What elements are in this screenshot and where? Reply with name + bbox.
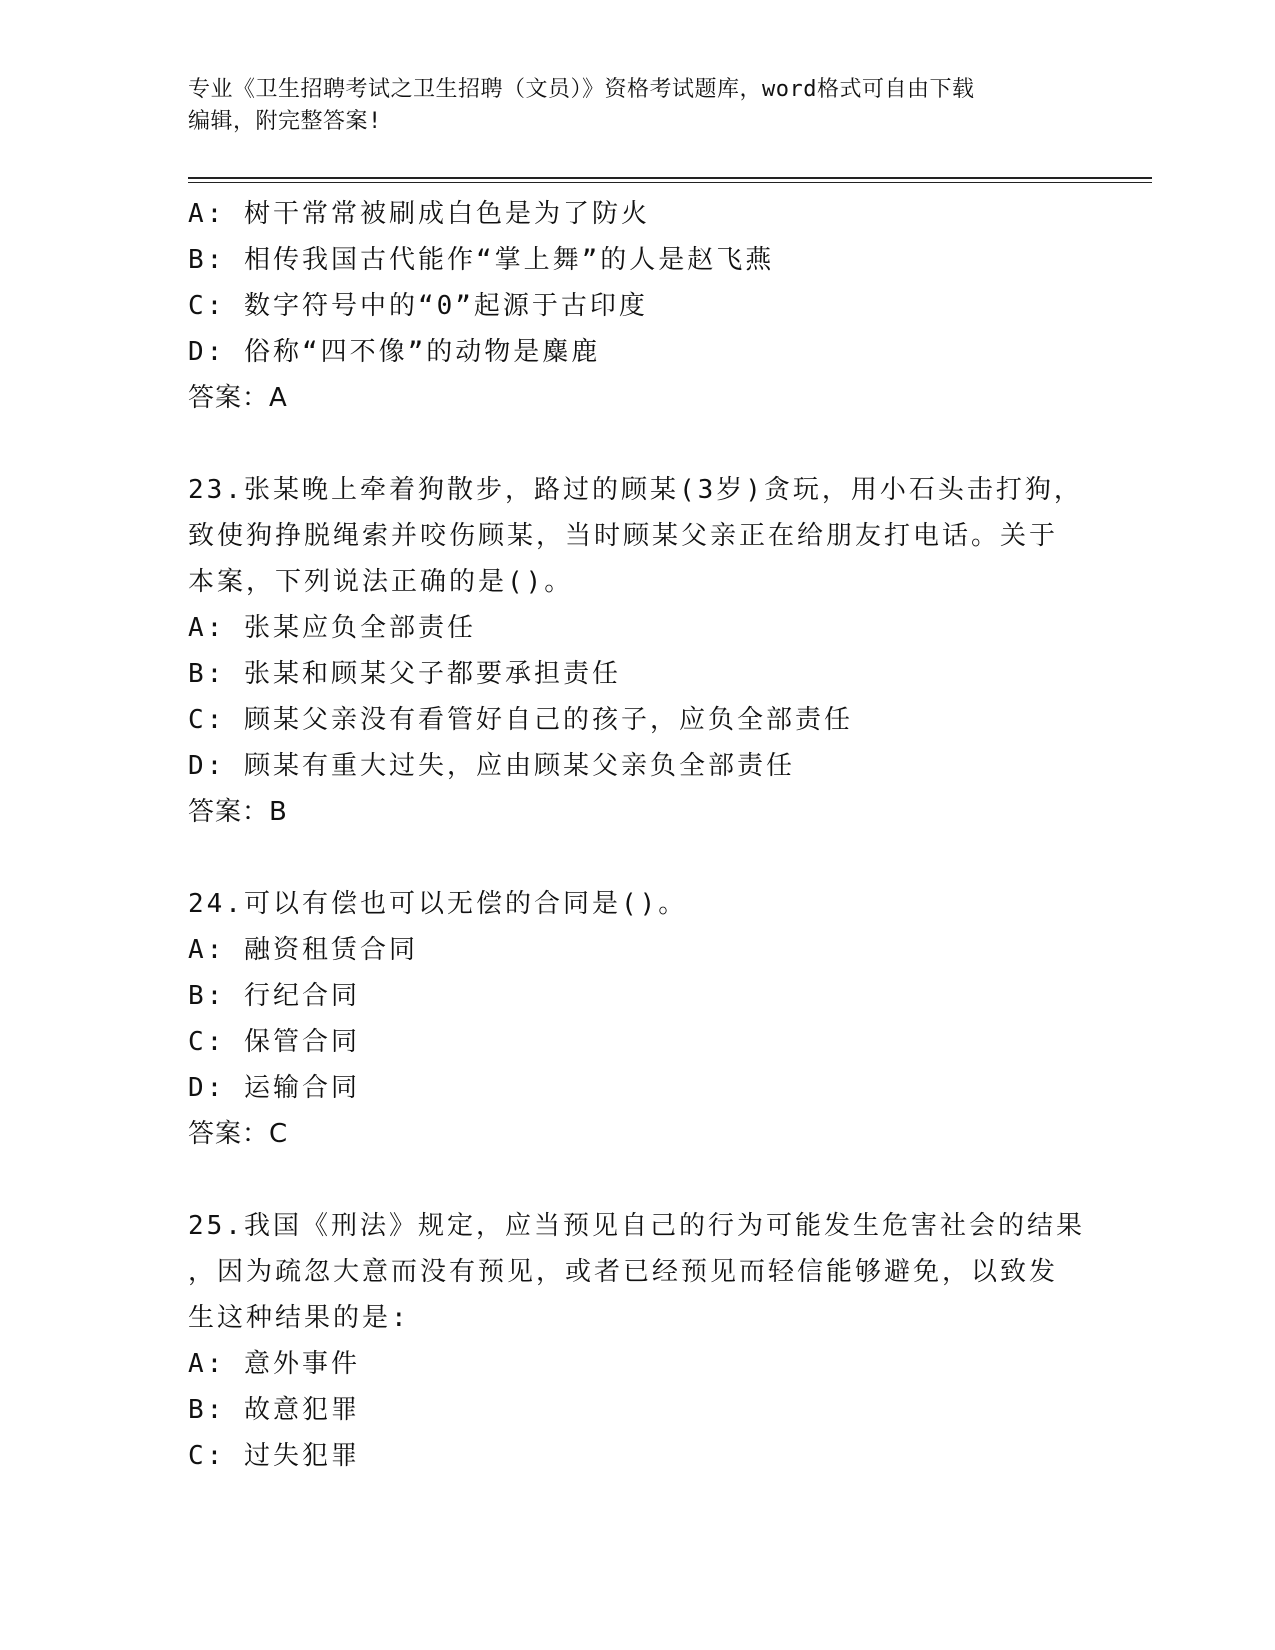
option-d: D: 顾某有重大过失，应由顾某父亲负全部责任: [188, 751, 795, 781]
option-d: D: 俗称“四不像”的动物是麋鹿: [188, 337, 601, 367]
question-stem-line: ，因为疏忽大意而没有预见，或者已经预见而轻信能够避免，以致发: [188, 1257, 1059, 1287]
document-header: [188, 74, 1068, 138]
spacer: [188, 1157, 1148, 1203]
option-a: A: 融资租赁合同: [188, 935, 418, 965]
question-stem-line: 23.张某晚上牵着狗散步，路过的顾某(3岁)贪玩，用小石头击打狗，: [188, 475, 1083, 505]
question-stem-line: 24.可以有偿也可以无偿的合同是()。: [188, 889, 688, 919]
option-a: A: 意外事件: [188, 1349, 360, 1379]
option-a: A: 张某应负全部责任: [188, 613, 476, 643]
option-b: B: 相传我国古代能作“掌上舞”的人是赵飞燕: [188, 245, 775, 275]
spacer: [188, 421, 1148, 467]
question-list: [188, 191, 1148, 1479]
question-stem-line: 25.我国《刑法》规定，应当预见自己的行为可能发生危害社会的结果: [188, 1211, 1085, 1241]
answer-label: 答案：B: [188, 797, 288, 827]
question-23: [188, 467, 1148, 835]
option-b: B: 张某和顾某父子都要承担责任: [188, 659, 621, 689]
option-b: B: 故意犯罪: [188, 1395, 360, 1425]
header-divider-thin: [188, 182, 1152, 183]
option-c: C: 顾某父亲没有看管好自己的孩子，应负全部责任: [188, 705, 853, 735]
option-c: C: 数字符号中的“0”起源于古印度: [188, 291, 648, 321]
answer-label: 答案：A: [188, 383, 288, 413]
answer-label: 答案：C: [188, 1119, 289, 1149]
option-d: D: 运输合同: [188, 1073, 360, 1103]
question-25: [188, 1203, 1148, 1479]
option-c: C: 过失犯罪: [188, 1441, 360, 1471]
question-stem-line: 本案，下列说法正确的是()。: [188, 567, 574, 597]
question-24: [188, 881, 1148, 1157]
header-line-1: 专业《卫生招聘考试之卫生招聘（文员）》资格考试题库，word格式可自由下载: [188, 77, 975, 102]
option-c: C: 保管合同: [188, 1027, 360, 1057]
spacer: [188, 835, 1148, 881]
question-stem-line: 致使狗挣脱绳索并咬伤顾某，当时顾某父亲正在给朋友打电话。关于: [188, 521, 1059, 551]
option-b: B: 行纪合同: [188, 981, 360, 1011]
header-divider-thick: [188, 177, 1152, 179]
question-stem-line: 生这种结果的是:: [188, 1303, 410, 1333]
question-22: [188, 191, 1148, 421]
header-line-2: 编辑，附完整答案!: [188, 109, 382, 134]
option-a: A: 树干常常被刷成白色是为了防火: [188, 199, 650, 229]
